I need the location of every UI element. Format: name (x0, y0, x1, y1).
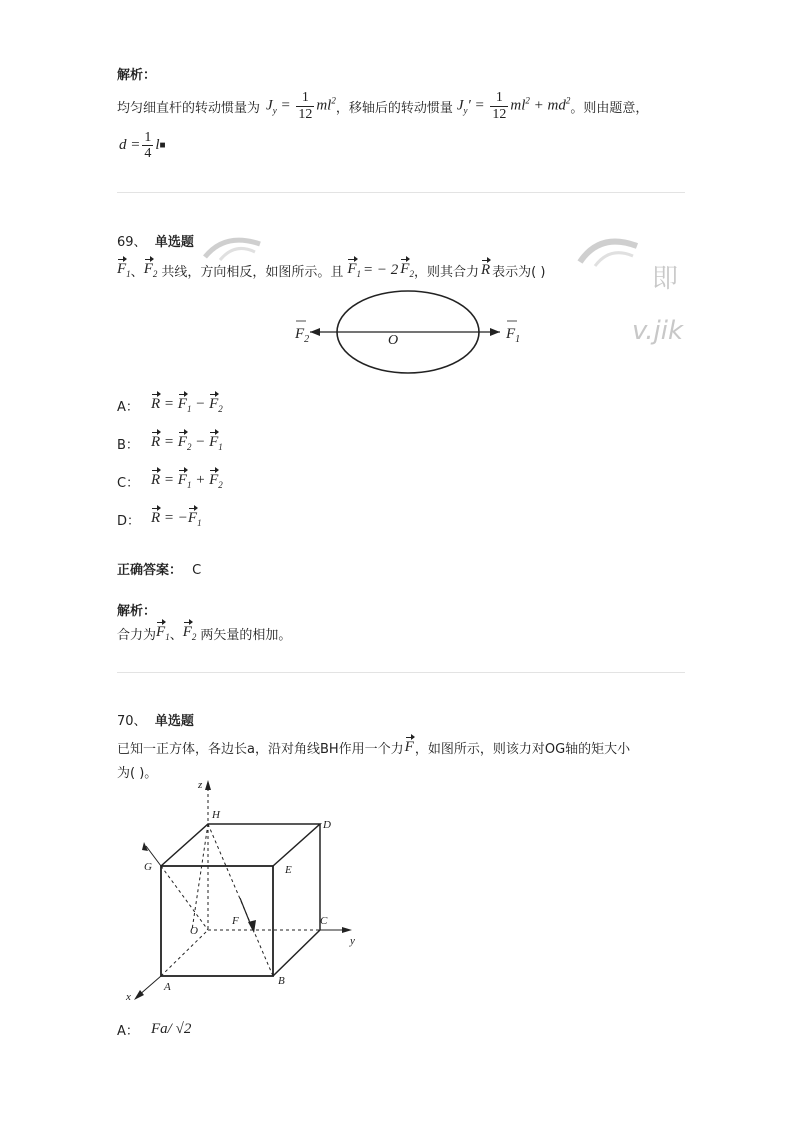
analysis-text-c: 。则由题意， (570, 100, 649, 116)
question-stem-line-2: 为( )。 (117, 766, 158, 781)
z-axis-arrow-icon (205, 780, 211, 790)
label-x: x (126, 991, 131, 1003)
option-a[interactable]: A： $R = F_1 - F_2$ (117, 396, 223, 415)
watermark-text: v.jik (632, 316, 684, 346)
question-number: 69、 单选题 (117, 235, 194, 250)
arrow-right-icon (490, 328, 500, 336)
og-axis-arrow-icon (142, 842, 148, 851)
analysis-text-a: 均匀细直杆的转动惯量为 (117, 100, 261, 116)
label-f: F (232, 915, 239, 927)
analysis-text: 合力为 $F_1$ 、 $F_2$ 两矢量的相加。 (117, 624, 292, 643)
label-h: H (212, 809, 220, 821)
correct-answer: 正确答案： C (117, 563, 202, 578)
force-arrow-icon (248, 920, 256, 933)
divider (117, 672, 685, 673)
question-stem: $F_1$ 、 $F_2$ 共线，方向相反，如图所示。且 $F_1$ = − 2 $F_2$ ，则其合力 R 表示为( ) (117, 261, 546, 280)
analysis-label: 解析： (117, 68, 157, 83)
formula-d: d = $\frac{1}{4}$ l ■ (119, 130, 166, 162)
label-b: B (278, 975, 285, 987)
label-d: D (323, 819, 331, 831)
formula-jy-prime: $J_y'$ = $\frac{1}{12}$ $ml^2 + md^2$ (456, 90, 571, 122)
cube-figure (120, 778, 370, 1008)
question-number: 70、 单选题 (117, 714, 194, 729)
label-g: G (144, 861, 152, 873)
option-a[interactable]: A： Fa/ √2 (117, 1020, 192, 1039)
question-stem: 已知一正方体，各边长a，沿对角线BH作用一个力 F ，如图所示，则该力对OG轴的矩大小 (117, 738, 631, 757)
label-z: z (198, 779, 203, 791)
watermark-text: 即 (652, 264, 679, 294)
q69-figure (290, 290, 540, 380)
label-c: C (320, 915, 328, 927)
analysis-label: 解析： (117, 604, 157, 619)
label-f1: $F_1$ (506, 326, 521, 345)
arrow-left-icon (310, 328, 320, 336)
label-e: E (285, 864, 292, 876)
front-face (161, 866, 273, 976)
label-o: O (388, 333, 399, 348)
label-o: O (190, 925, 198, 937)
option-b[interactable]: B： $R = F_2 - F_1$ (117, 434, 223, 453)
label-a: A (164, 981, 171, 993)
label-f2: $F_2$ (295, 326, 310, 345)
watermark-logo (575, 232, 645, 272)
label-y: y (350, 935, 355, 947)
analysis-line-1 (117, 86, 648, 126)
option-d[interactable]: D： $R = -F_1$ (117, 510, 202, 529)
y-axis-arrow-icon (342, 927, 352, 933)
analysis-text-b: ，移轴后的转动惯量 (335, 100, 453, 116)
formula-jy: $J_y$ = $\frac{1}{12}$ $ml^2$ (266, 90, 336, 122)
divider (117, 192, 685, 193)
option-c[interactable]: C： $R = F_1 + F_2$ (117, 472, 223, 491)
